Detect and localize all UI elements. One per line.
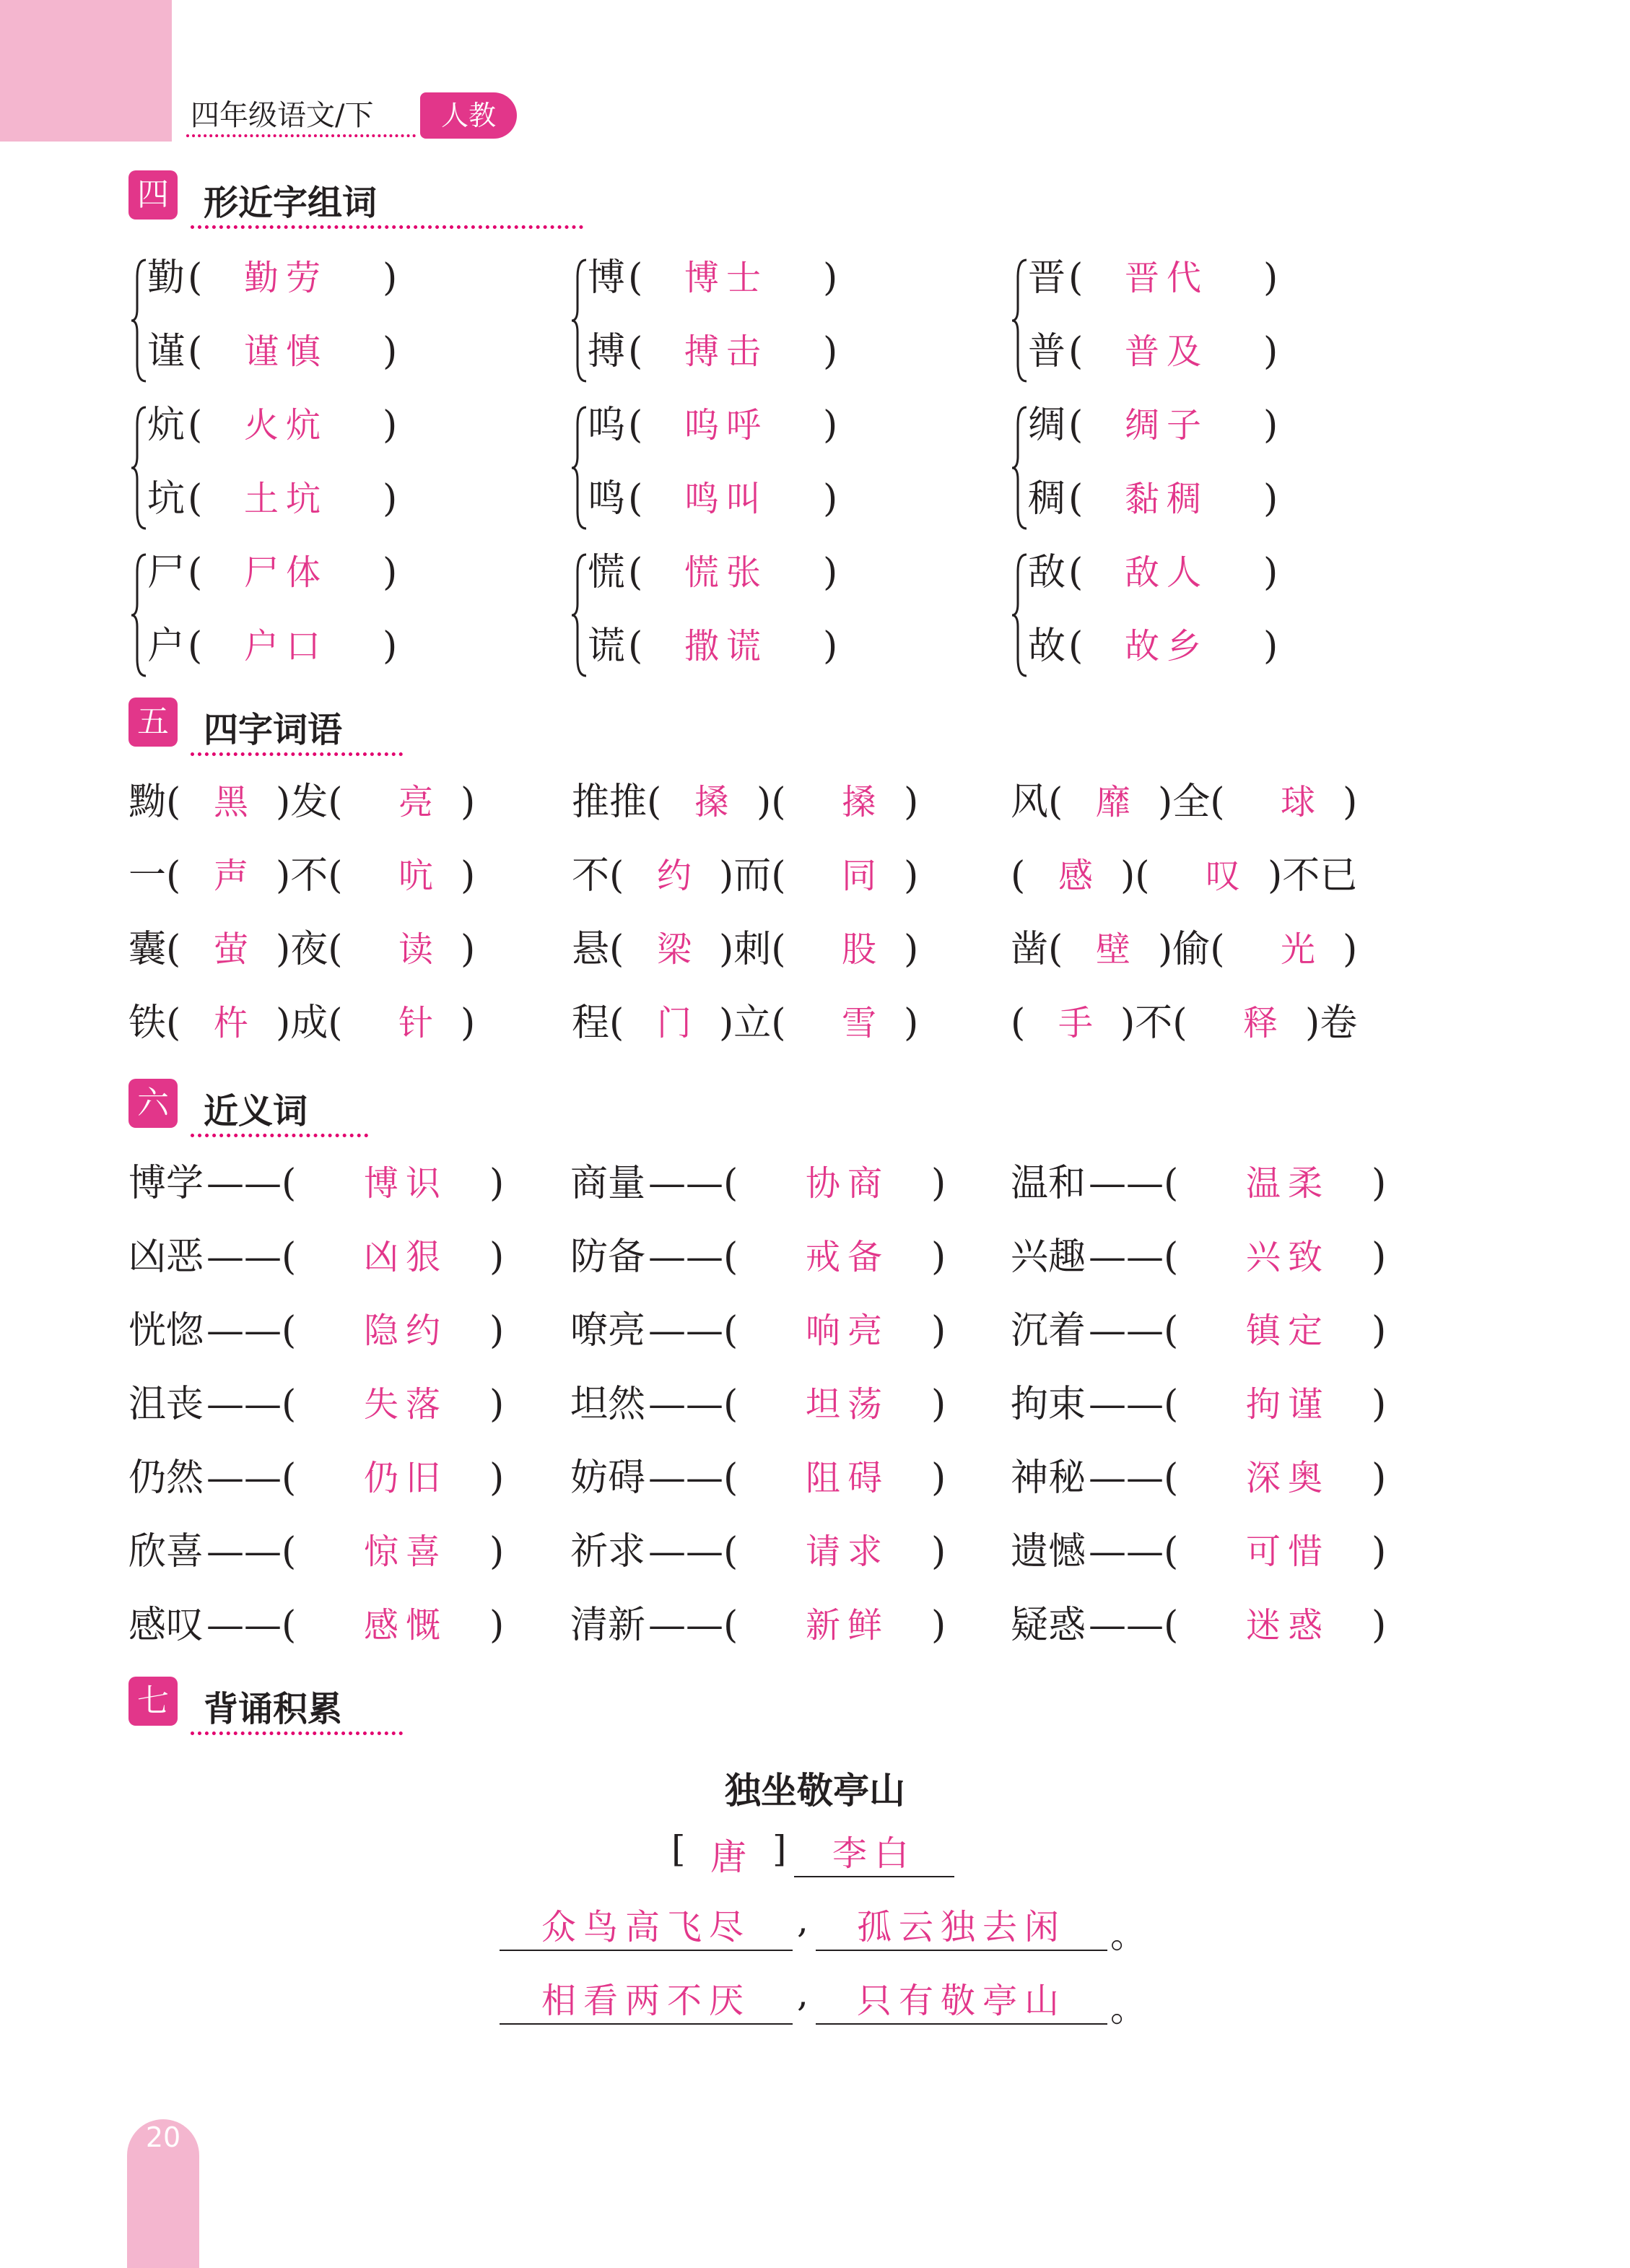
word-pair	[1012, 396, 1344, 540]
open-paren: (	[1068, 404, 1084, 447]
answer-word: 尸体	[244, 552, 328, 593]
synonym-answer: 可惜	[1246, 1531, 1330, 1572]
idiom-answer: 针	[398, 1003, 441, 1043]
synonym-dash: ——(	[206, 1309, 297, 1352]
idiom-answer: 股	[842, 929, 884, 970]
idiom-text: )	[461, 928, 476, 971]
synonym-item	[570, 1379, 975, 1430]
synonym-word: 防备	[570, 1235, 646, 1279]
synonym-word: 坦然	[570, 1383, 646, 1426]
synonym-dash: ——(	[1089, 1456, 1179, 1500]
synonym-word: 仍然	[128, 1456, 204, 1500]
poem-left-bracket: [	[671, 1828, 686, 1870]
idiom-answer: 同	[842, 856, 884, 896]
poem-line-2b: 只有敬亭山	[816, 1976, 1107, 2025]
close-paren: )	[383, 330, 398, 373]
close-paren: )	[1263, 477, 1278, 521]
synonym-item	[1011, 1232, 1415, 1282]
synonym-answer: 博识	[364, 1163, 448, 1204]
synonym-close: )	[931, 1309, 946, 1352]
idiom-text: )刺(	[719, 928, 786, 971]
idiom-text: )	[461, 781, 476, 824]
synonym-item	[128, 1600, 533, 1651]
idiom-text: )	[1343, 781, 1358, 824]
idiom-text: )不已	[1268, 854, 1358, 898]
synonym-close: )	[931, 1530, 946, 1573]
synonym-dash: ——(	[206, 1235, 297, 1279]
base-character: 绸	[1028, 404, 1066, 447]
brace-icon	[1012, 396, 1029, 540]
synonym-dash: ——(	[648, 1309, 738, 1352]
synonym-answer: 失落	[364, 1384, 448, 1425]
synonym-answer: 感慨	[364, 1605, 448, 1646]
open-paren: (	[188, 330, 203, 373]
synonym-item	[1011, 1600, 1415, 1651]
idiom-text: )成(	[276, 1002, 343, 1045]
idiom-text: )	[904, 854, 919, 898]
idiom-text: )(	[757, 781, 786, 824]
synonym-dash: ——(	[1089, 1309, 1179, 1352]
synonym-close: )	[489, 1604, 505, 1647]
answer-word: 博士	[684, 258, 769, 298]
synonym-answer: 协商	[806, 1163, 890, 1204]
synonym-dash: ——(	[206, 1383, 297, 1426]
idiom-answer: 萤	[214, 929, 256, 970]
synonym-item	[1011, 1379, 1415, 1430]
base-character: 炕	[147, 404, 186, 447]
answer-word: 故乡	[1125, 626, 1209, 666]
synonym-close: )	[1372, 1235, 1387, 1279]
synonym-dash: ——(	[1089, 1162, 1179, 1205]
section-5-number: 五	[128, 698, 178, 747]
base-character: 博	[588, 256, 626, 300]
idiom-text: )	[904, 1002, 919, 1045]
synonym-word: 疑惑	[1011, 1604, 1086, 1647]
section-4-title: 形近字组词	[204, 183, 378, 223]
synonym-close: )	[489, 1383, 505, 1426]
synonym-item	[570, 1600, 975, 1651]
synonym-dash: ——(	[206, 1604, 297, 1647]
synonym-word: 妨碍	[570, 1456, 646, 1500]
brace-icon	[1012, 543, 1029, 687]
close-paren: )	[823, 551, 838, 594]
poem-dynasty: 唐	[710, 1836, 754, 1878]
open-paren: (	[188, 404, 203, 447]
synonym-item	[570, 1526, 975, 1577]
synonym-item	[570, 1305, 975, 1356]
synonym-close: )	[1372, 1604, 1387, 1647]
word-pair	[572, 396, 904, 540]
open-paren: (	[1068, 625, 1084, 668]
close-paren: )	[823, 256, 838, 300]
open-paren: (	[1068, 477, 1084, 521]
synonym-answer: 深奥	[1246, 1458, 1330, 1498]
idiom-text: 凿(	[1011, 928, 1063, 971]
idiom-answer: 门	[657, 1003, 699, 1043]
idiom-text: )卷	[1305, 1002, 1358, 1045]
idiom-item	[572, 777, 947, 827]
synonym-answer: 惊喜	[364, 1531, 448, 1572]
synonym-item	[570, 1158, 975, 1209]
synonym-close: )	[931, 1383, 946, 1426]
synonym-dash: ——(	[648, 1604, 738, 1647]
close-paren: )	[383, 256, 398, 300]
synonym-close: )	[489, 1162, 505, 1205]
close-paren: )	[1263, 625, 1278, 668]
answer-word: 搏击	[684, 331, 769, 372]
idiom-text: )夜(	[276, 928, 343, 971]
synonym-item	[128, 1453, 533, 1503]
close-paren: )	[383, 551, 398, 594]
base-character: 呜	[588, 404, 626, 447]
close-paren: )	[383, 404, 398, 447]
synonym-word: 兴趣	[1011, 1235, 1086, 1279]
close-paren: )	[823, 404, 838, 447]
synonym-word: 神秘	[1011, 1456, 1086, 1500]
synonym-item	[570, 1232, 975, 1282]
brace-icon	[572, 396, 589, 540]
idiom-answer: 靡	[1096, 782, 1138, 822]
section-4-underline	[191, 225, 583, 229]
idiom-text: )偷(	[1158, 928, 1225, 971]
synonym-close: )	[931, 1604, 946, 1647]
idiom-answer: 壁	[1096, 929, 1138, 970]
idiom-answer: 梁	[657, 929, 699, 970]
close-paren: )	[1263, 551, 1278, 594]
synonym-word: 欣喜	[128, 1530, 204, 1573]
synonym-close: )	[1372, 1309, 1387, 1352]
synonym-answer: 仍旧	[364, 1458, 448, 1498]
section-7-number: 七	[128, 1677, 178, 1726]
synonym-word: 清新	[570, 1604, 646, 1647]
synonym-answer: 阻碍	[806, 1458, 890, 1498]
base-character: 故	[1028, 625, 1066, 668]
synonym-close: )	[1372, 1162, 1387, 1205]
section-7-underline	[191, 1732, 403, 1735]
section-6-title: 近义词	[204, 1091, 308, 1131]
idiom-item	[572, 851, 947, 901]
idiom-answer: 吭	[398, 856, 441, 896]
idiom-item	[128, 851, 504, 901]
idiom-answer: 球	[1281, 782, 1323, 822]
poem-comma-2: ,	[797, 1973, 809, 2015]
idiom-answer: 叹	[1206, 856, 1248, 896]
poem-line-1a: 众鸟高飞尽	[500, 1902, 793, 1951]
synonym-item	[128, 1158, 533, 1209]
answer-word: 勤劳	[244, 258, 328, 298]
section-4-number: 四	[128, 170, 178, 220]
synonym-item	[1011, 1453, 1415, 1503]
synonym-answer: 响亮	[806, 1311, 890, 1351]
synonym-word: 拘束	[1011, 1383, 1086, 1426]
synonym-dash: ——(	[1089, 1530, 1179, 1573]
corner-decoration	[0, 0, 172, 142]
open-paren: (	[188, 625, 203, 668]
word-pair	[572, 248, 904, 393]
base-character: 晋	[1028, 256, 1066, 300]
idiom-text: )	[904, 781, 919, 824]
base-character: 慌	[588, 551, 626, 594]
close-paren: )	[1263, 256, 1278, 300]
idiom-text: )(	[1120, 854, 1150, 898]
answer-word: 晋代	[1125, 258, 1209, 298]
brace-icon	[1012, 248, 1029, 393]
idiom-item	[1011, 851, 1386, 901]
base-character: 勤	[147, 256, 186, 300]
synonym-word: 感叹	[128, 1604, 204, 1647]
synonym-item	[1011, 1526, 1415, 1577]
open-paren: (	[628, 625, 643, 668]
synonym-word: 祈求	[570, 1530, 646, 1573]
open-paren: (	[1068, 551, 1084, 594]
idiom-text: )而(	[719, 854, 786, 898]
synonym-word: 博学	[128, 1162, 204, 1205]
synonym-word: 沉着	[1011, 1309, 1086, 1352]
synonym-dash: ——(	[1089, 1383, 1179, 1426]
section-7-title: 背诵积累	[204, 1689, 343, 1729]
idiom-item	[1011, 777, 1386, 827]
word-pair	[1012, 248, 1344, 393]
word-pair	[572, 543, 904, 687]
synonym-close: )	[931, 1235, 946, 1279]
idiom-answer: 黑	[214, 782, 256, 822]
synonym-word: 遗憾	[1011, 1530, 1086, 1573]
synonym-dash: ——(	[648, 1235, 738, 1279]
idiom-text: 黝(	[128, 781, 181, 824]
section-6-number: 六	[128, 1079, 178, 1128]
answer-word: 黏稠	[1125, 479, 1209, 519]
synonym-close: )	[931, 1456, 946, 1500]
base-character: 谎	[588, 625, 626, 668]
close-paren: )	[823, 477, 838, 521]
answer-word: 绸子	[1125, 405, 1209, 446]
brace-icon	[131, 396, 149, 540]
base-character: 稠	[1028, 477, 1066, 521]
idiom-item	[128, 924, 504, 975]
idiom-text: )	[461, 1002, 476, 1045]
synonym-item	[128, 1379, 533, 1430]
open-paren: (	[188, 477, 203, 521]
synonym-dash: ——(	[206, 1162, 297, 1205]
synonym-answer: 坦荡	[806, 1384, 890, 1425]
idiom-answer: 读	[398, 929, 441, 970]
synonym-dash: ——(	[648, 1530, 738, 1573]
idiom-item	[1011, 998, 1386, 1048]
base-character: 搏	[588, 330, 626, 373]
close-paren: )	[1263, 404, 1278, 447]
idiom-text: 一(	[128, 854, 181, 898]
idiom-text: (	[1011, 1002, 1026, 1045]
base-character: 普	[1028, 330, 1066, 373]
answer-word: 呜呼	[684, 405, 769, 446]
synonym-dash: ——(	[1089, 1235, 1179, 1279]
idiom-text: )	[1343, 928, 1358, 971]
section-5-underline	[191, 752, 403, 756]
idiom-text: 悬(	[572, 928, 624, 971]
synonym-item	[1011, 1305, 1415, 1356]
idiom-item	[128, 998, 504, 1048]
idiom-item	[128, 777, 504, 827]
close-paren: )	[383, 625, 398, 668]
base-character: 鸣	[588, 477, 626, 521]
synonym-close: )	[489, 1309, 505, 1352]
poem-line-1b: 孤云独去闲	[816, 1902, 1107, 1951]
open-paren: (	[628, 477, 643, 521]
section-5-title: 四字词语	[204, 710, 343, 750]
answer-word: 敌人	[1125, 552, 1209, 593]
header-subject: 四年级语文/下	[191, 99, 374, 132]
brace-icon	[131, 248, 149, 393]
idiom-answer: 光	[1281, 929, 1323, 970]
synonym-item	[570, 1453, 975, 1503]
base-character: 坑	[147, 477, 186, 521]
synonym-answer: 拘谨	[1246, 1384, 1330, 1425]
open-paren: (	[1068, 256, 1084, 300]
poem-period-2: 。	[1110, 1988, 1146, 2030]
answer-word: 慌张	[684, 552, 769, 593]
synonym-dash: ——(	[648, 1162, 738, 1205]
brace-icon	[572, 543, 589, 687]
answer-word: 谨慎	[244, 331, 328, 372]
idiom-answer: 手	[1058, 1003, 1101, 1043]
synonym-dash: ——(	[648, 1383, 738, 1426]
synonym-word: 嘹亮	[570, 1309, 646, 1352]
synonym-answer: 迷惑	[1246, 1605, 1330, 1646]
synonym-answer: 请求	[806, 1531, 890, 1572]
idiom-text: 囊(	[128, 928, 181, 971]
idiom-text: )不(	[1120, 1002, 1187, 1045]
idiom-answer: 搡	[842, 782, 884, 822]
synonym-dash: ——(	[206, 1530, 297, 1573]
page-number: 20	[145, 2121, 181, 2153]
idiom-text: )	[904, 928, 919, 971]
synonym-close: )	[1372, 1383, 1387, 1426]
base-character: 尸	[147, 551, 186, 594]
base-character: 谨	[147, 330, 186, 373]
synonym-item	[128, 1526, 533, 1577]
synonym-close: )	[489, 1530, 505, 1573]
open-paren: (	[1068, 330, 1084, 373]
synonym-close: )	[489, 1235, 505, 1279]
idiom-text: 不(	[572, 854, 624, 898]
synonym-answer: 戒备	[806, 1237, 890, 1277]
brace-icon	[572, 248, 589, 393]
synonym-close: )	[489, 1456, 505, 1500]
open-paren: (	[628, 551, 643, 594]
poem-right-bracket: ]	[772, 1828, 787, 1870]
header-underline	[186, 134, 416, 137]
poem-line-2a: 相看两不厌	[500, 1976, 793, 2025]
synonym-answer: 隐约	[364, 1311, 448, 1351]
answer-word: 撒谎	[684, 626, 769, 666]
answer-word: 土坑	[244, 479, 328, 519]
synonym-item	[1011, 1158, 1415, 1209]
idiom-item	[572, 924, 947, 975]
synonym-word: 恍惚	[128, 1309, 204, 1352]
close-paren: )	[383, 477, 398, 521]
poem-author: 李白	[794, 1828, 954, 1877]
idiom-item	[572, 998, 947, 1048]
close-paren: )	[823, 625, 838, 668]
close-paren: )	[823, 330, 838, 373]
synonym-item	[128, 1232, 533, 1282]
synonym-close: )	[931, 1162, 946, 1205]
idiom-answer: 感	[1058, 856, 1101, 896]
idiom-answer: 亮	[398, 782, 441, 822]
synonym-answer: 兴致	[1246, 1237, 1330, 1277]
poem-title: 独坐敬亭山	[725, 1770, 905, 1812]
idiom-text: 推推(	[572, 781, 662, 824]
base-character: 户	[147, 625, 186, 668]
idiom-text: (	[1011, 854, 1026, 898]
open-paren: (	[628, 330, 643, 373]
idiom-text: )发(	[276, 781, 343, 824]
idiom-item	[1011, 924, 1386, 975]
word-pair	[131, 248, 463, 393]
answer-word: 鸣叫	[684, 479, 769, 519]
answer-word: 火炕	[244, 405, 328, 446]
open-paren: (	[628, 256, 643, 300]
poem-period-1: 。	[1110, 1914, 1146, 1956]
synonym-word: 沮丧	[128, 1383, 204, 1426]
synonym-answer: 新鲜	[806, 1605, 890, 1646]
synonym-word: 凶恶	[128, 1235, 204, 1279]
base-character: 敌	[1028, 551, 1066, 594]
idiom-answer: 搡	[694, 782, 737, 822]
open-paren: (	[188, 551, 203, 594]
idiom-text: )立(	[719, 1002, 786, 1045]
open-paren: (	[628, 404, 643, 447]
synonym-dash: ——(	[1089, 1604, 1179, 1647]
idiom-text: 风(	[1011, 781, 1063, 824]
synonym-answer: 温柔	[1246, 1163, 1330, 1204]
idiom-text: )	[461, 854, 476, 898]
synonym-word: 商量	[570, 1162, 646, 1205]
word-pair	[131, 543, 463, 687]
synonym-word: 温和	[1011, 1162, 1086, 1205]
synonym-dash: ——(	[206, 1456, 297, 1500]
idiom-answer: 释	[1243, 1003, 1286, 1043]
header-edition-tag: 人教	[420, 92, 517, 139]
brace-icon	[131, 543, 149, 687]
synonym-close: )	[1372, 1530, 1387, 1573]
word-pair	[1012, 543, 1344, 687]
idiom-answer: 雪	[842, 1003, 884, 1043]
synonym-item	[128, 1305, 533, 1356]
answer-word: 户口	[244, 626, 328, 666]
synonym-close: )	[1372, 1456, 1387, 1500]
open-paren: (	[188, 256, 203, 300]
idiom-answer: 约	[657, 856, 699, 896]
synonym-answer: 镇定	[1246, 1311, 1330, 1351]
synonym-dash: ——(	[648, 1456, 738, 1500]
idiom-answer: 声	[214, 856, 256, 896]
idiom-text: )不(	[276, 854, 343, 898]
close-paren: )	[1263, 330, 1278, 373]
idiom-text: 程(	[572, 1002, 624, 1045]
poem-comma-1: ,	[797, 1899, 809, 1941]
section-6-underline	[191, 1134, 368, 1137]
idiom-text: 铁(	[128, 1002, 181, 1045]
synonym-answer: 凶狠	[364, 1237, 448, 1277]
idiom-answer: 杵	[214, 1003, 256, 1043]
word-pair	[131, 396, 463, 540]
idiom-text: )全(	[1158, 781, 1225, 824]
answer-word: 普及	[1125, 331, 1209, 372]
